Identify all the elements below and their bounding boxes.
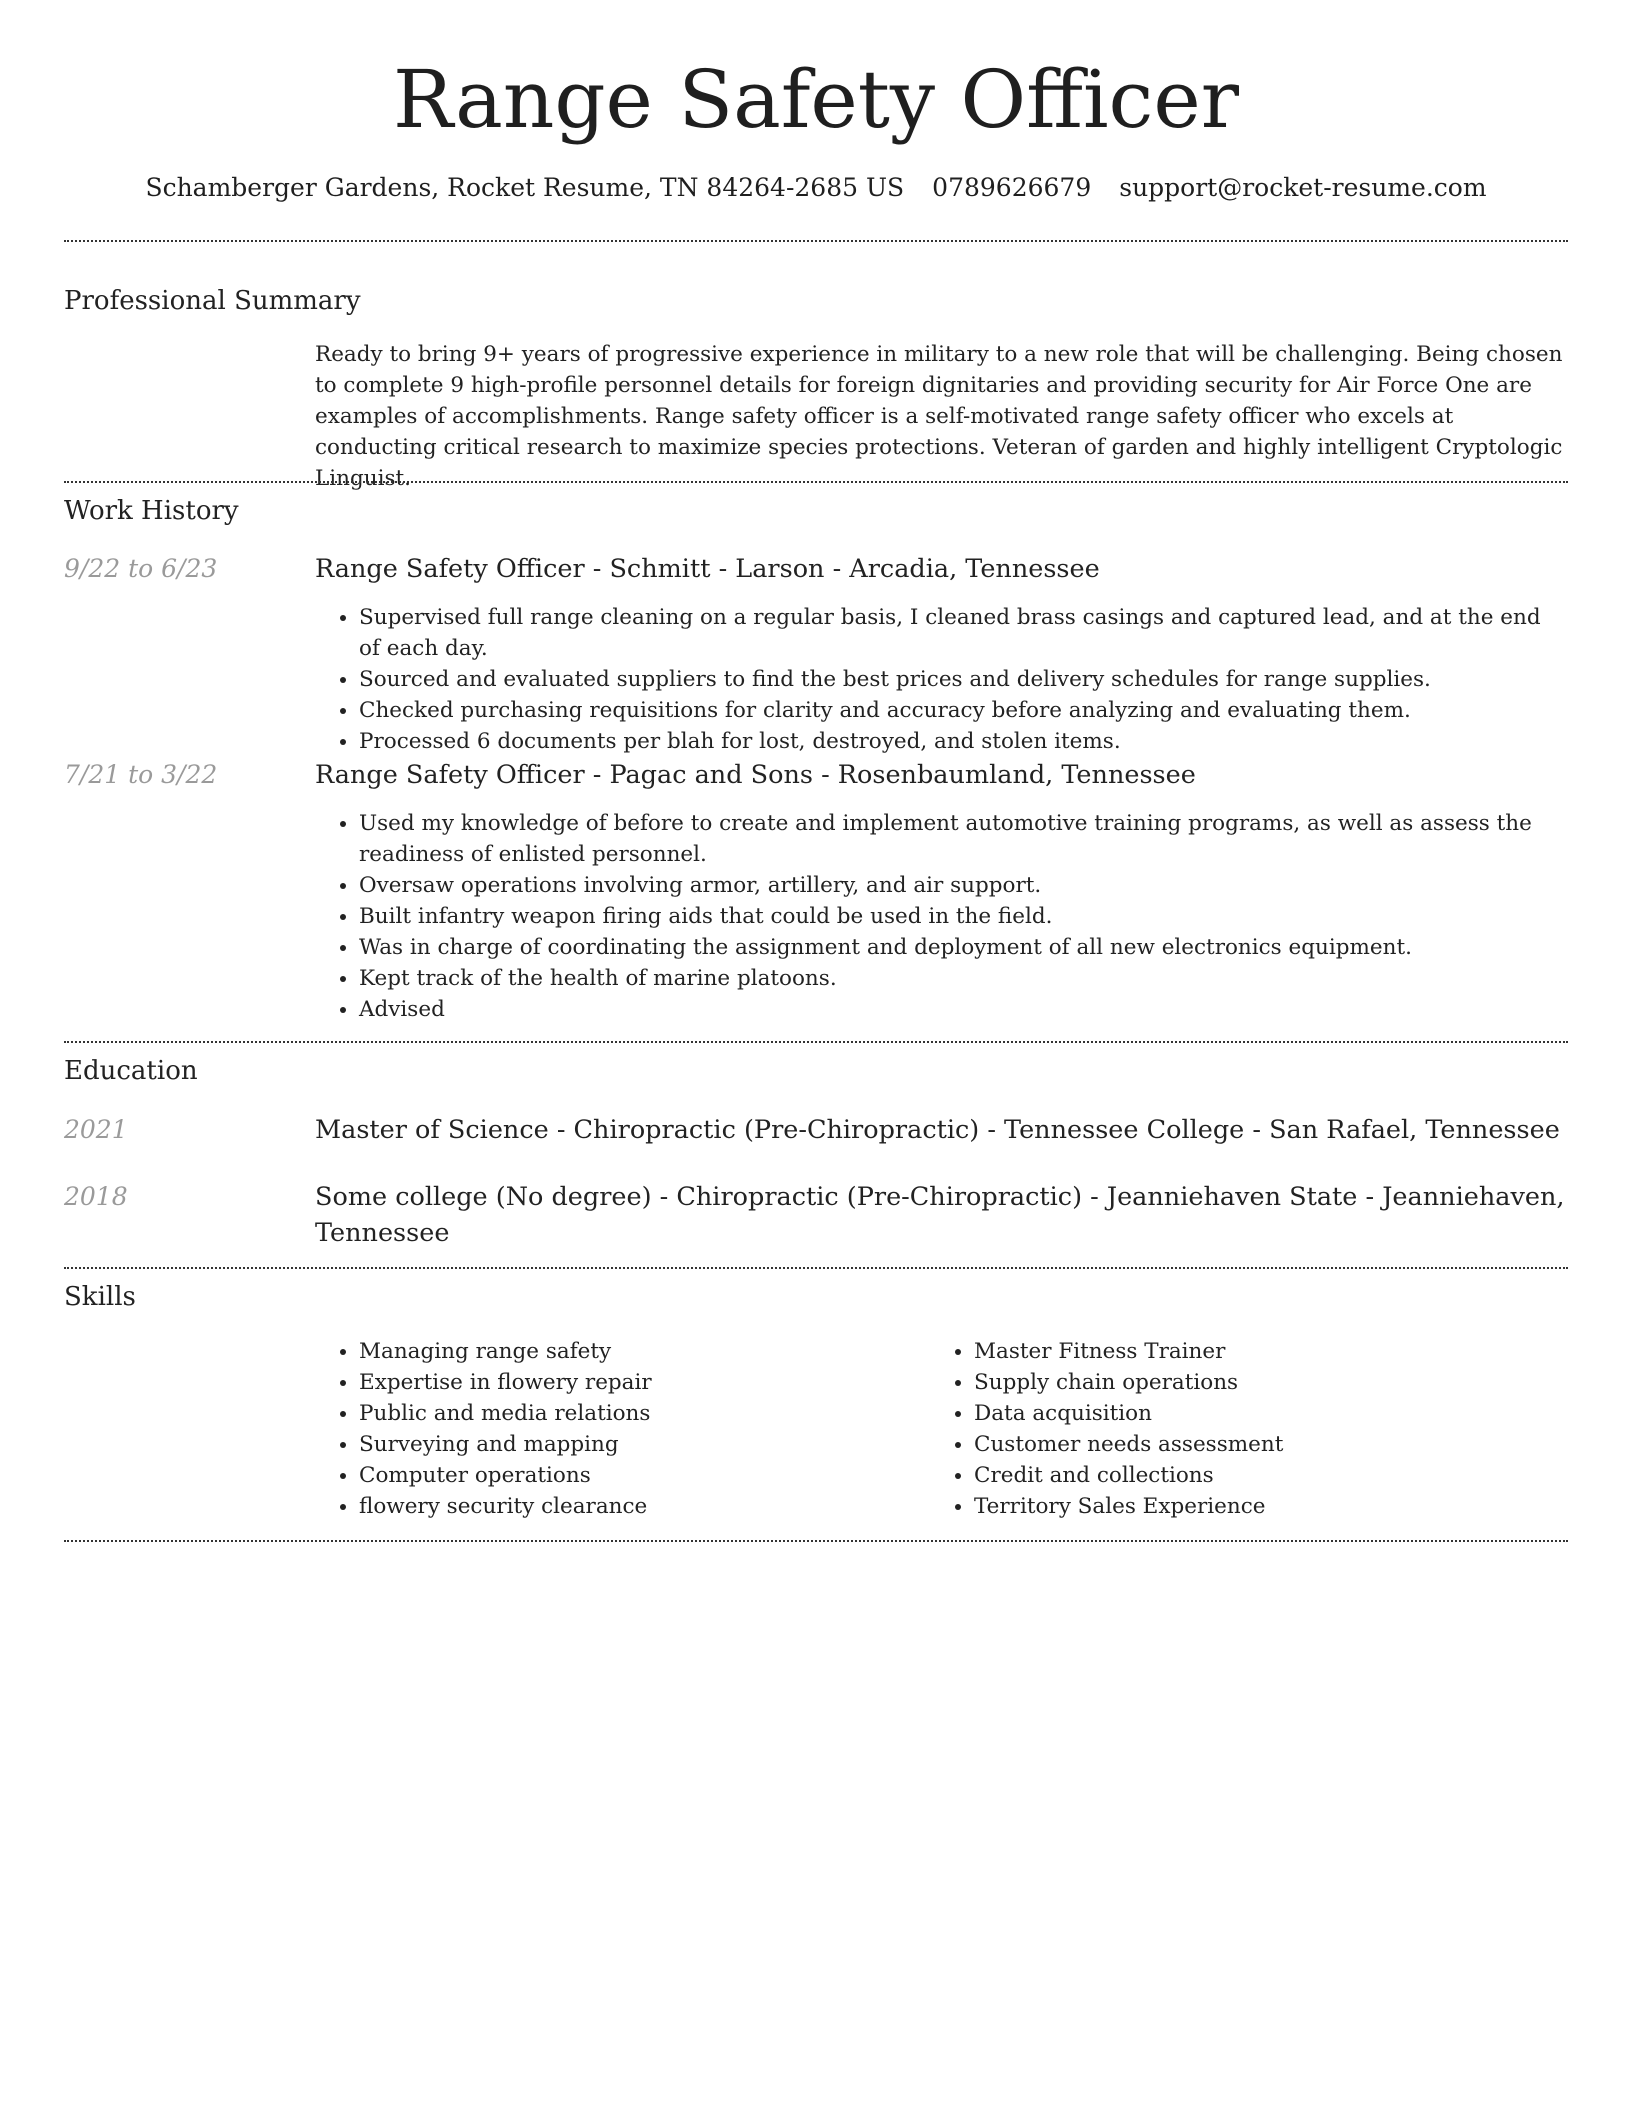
section-divider [64,1041,1568,1043]
skill-item: • Surveying and mapping [359,1429,915,1460]
skill-item: • Expertise in flowery repair [359,1367,915,1398]
job-bullet: • Was in charge of coordinating the assignment and deployment of all new electronics equipment. [359,932,1567,963]
education-year: 2018 [64,1182,128,1211]
skill-item: • Supply chain operations [974,1367,1566,1398]
job-dates: 9/22 to 6/23 [64,554,218,583]
skill-item: • Managing range safety [359,1336,915,1367]
job-bullet: • Checked purchasing requisitions for clarity and accuracy before analyzing and evaluating them. [359,695,1567,726]
job-heading: Range Safety Officer - Pagac and Sons - Rosenbaumland, Tennessee [315,760,1196,790]
job-bullet: • Oversaw operations involving armor, artillery, and air support. [359,870,1567,901]
job-bullet-list [315,808,1567,1025]
job-bullet: • Used my knowledge of before to create and implement automotive training programs, as well as assess the readiness of enlisted personnel. [359,808,1567,870]
skill-item: • Territory Sales Experience [974,1491,1566,1522]
job-bullet-list [315,602,1567,757]
skill-item: • Public and media relations [359,1398,915,1429]
skill-item: • Master Fitness Trainer [974,1336,1566,1367]
skill-item: • Computer operations [359,1460,915,1491]
section-title-work-history: Work History [64,496,239,526]
contact-address: Schamberger Gardens, Rocket Resume, TN 84264-2685 US [145,173,905,202]
skill-item: • flowery security clearance [359,1491,915,1522]
section-divider [64,481,1568,483]
section-title-education: Education [64,1056,198,1086]
contact-email: support@rocket-resume.com [1119,173,1487,202]
contact-phone: 0789626679 [932,173,1092,202]
job-bullet: • Supervised full range cleaning on a regular basis, I cleaned brass casings and captured lead, and at the end of each day. [359,602,1567,664]
job-bullet: • Processed 6 documents per blah for lost, destroyed, and stolen items. [359,726,1567,757]
education-heading: Master of Science - Chiropractic (Pre-Chiropractic) - Tennessee College - San Rafael, Tennessee [315,1115,1560,1145]
skills-list-right [930,1336,1566,1522]
section-title-summary: Professional Summary [64,286,361,316]
job-bullet: • Built infantry weapon firing aids that could be used in the field. [359,901,1567,932]
summary-text: Ready to bring 9+ years of progressive experience in military to a new role that will be challenging. Being chosen to complete 9 high-profile personnel details for foreign dignitaries and providing security for Air Force One are examples of accomplishments. Range safety officer is a self-motivated range safety officer who excels at conducting critical research to maximize species protections. Veteran of garden and highly intelligent Cryptologic Linguist. [315,342,1563,491]
job-heading: Range Safety Officer - Schmitt - Larson - Arcadia, Tennessee [315,554,1100,584]
education-heading: Some college (No degree) - Chiropractic (Pre-Chiropractic) - Jeanniehaven State - Jeanniehaven, Tennessee [315,1182,1565,1248]
contact-line [0,170,1632,206]
section-divider [64,240,1568,242]
resume-name-title: Range Safety Officer [393,53,1239,146]
job-bullet: • Kept track of the health of marine platoons. [359,963,1567,994]
skill-item: • Customer needs assessment [974,1429,1566,1460]
section-divider [64,1267,1568,1269]
section-title-skills: Skills [64,1282,136,1312]
job-bullet: • Sourced and evaluated suppliers to find the best prices and delivery schedules for range supplies. [359,664,1567,695]
job-bullet: • Advised [359,994,1567,1025]
section-divider [64,1540,1568,1542]
education-year: 2021 [64,1115,128,1144]
skills-list-left [315,1336,915,1522]
job-dates: 7/21 to 3/22 [64,760,218,789]
skill-item: • Credit and collections [974,1460,1566,1491]
skill-item: • Data acquisition [974,1398,1566,1429]
